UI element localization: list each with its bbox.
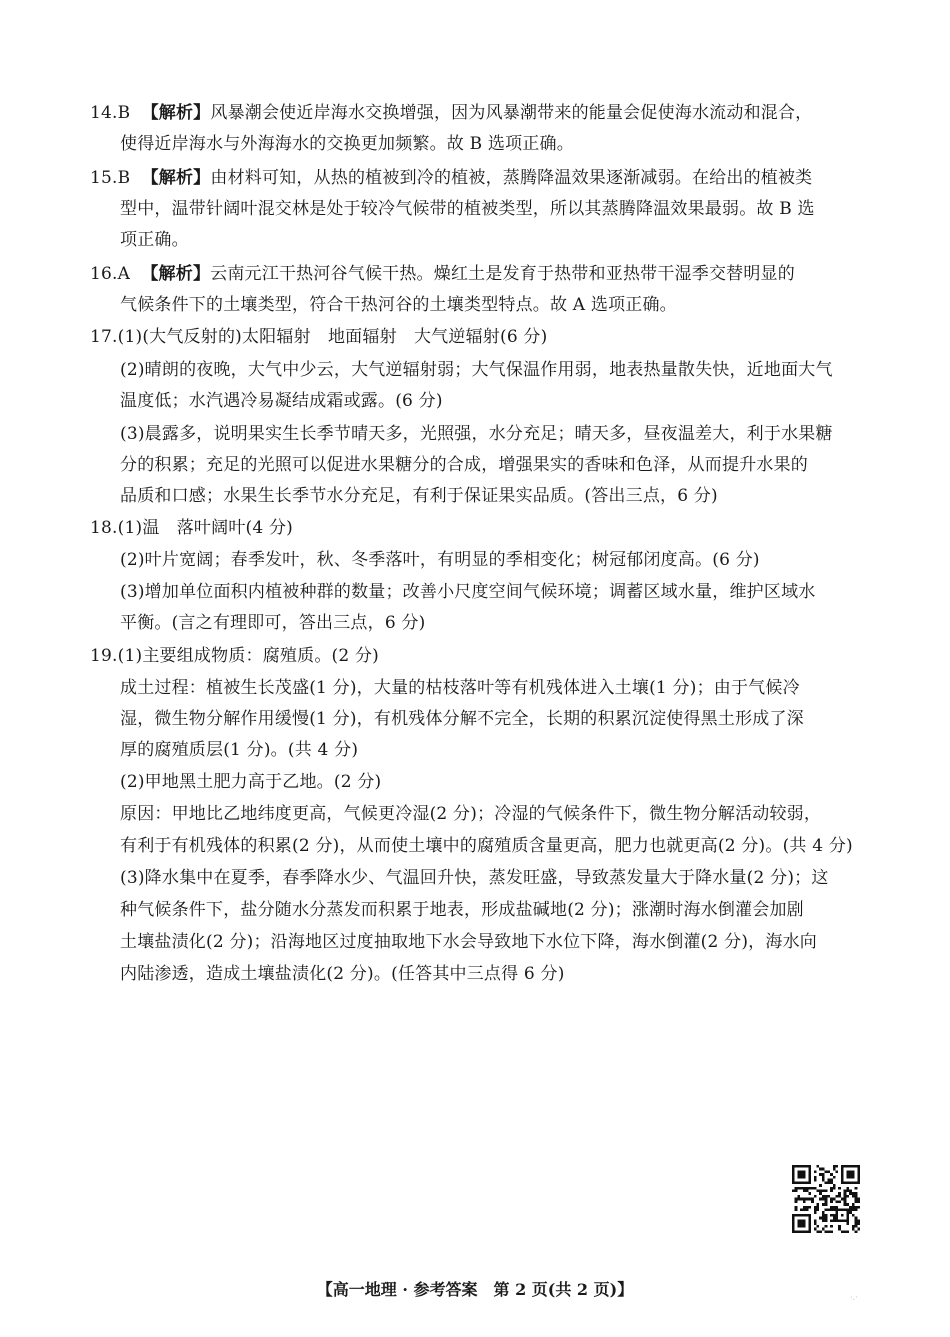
answer-19-line-3: 湿，微生物分解作用缓慢(1 分)，有机残体分解不完全，长期的积累沉淀使得黑土形成了深 bbox=[120, 709, 804, 729]
footer-subject: 高一地理 bbox=[332, 1280, 397, 1299]
footer-page-number: 第 2 页(共 2 页) bbox=[477, 1280, 618, 1299]
answer-17-line-4: (3)晨露多，说明果实生长季节晴天多，光照强，水分充足；晴天多，昼夜温差大，利于水果糖 bbox=[120, 424, 833, 444]
answer-16-line-2: 气候条件下的土壤类型，符合干热河谷的土壤类型特点。故 A 选项正确。 bbox=[120, 295, 677, 315]
answer-option: B bbox=[117, 103, 131, 123]
answer-number: 14. bbox=[90, 103, 118, 123]
footer-doc-name: 参考答案 bbox=[413, 1280, 478, 1299]
answer-18-line-3: (3)增加单位面积内植被种群的数量；改善小尺度空间气候环境；调蓄区域水量，维护区域水 bbox=[120, 582, 816, 602]
answer-number: 17. bbox=[90, 327, 118, 347]
answer-18-line-2: (2)叶片宽阔；春季发叶，秋、冬季落叶，有明显的季相变化；树冠郁闭度高。(6 分) bbox=[120, 550, 760, 570]
analysis-tag: 【解析】 bbox=[141, 103, 211, 123]
footer-open-bracket: 【 bbox=[316, 1280, 333, 1299]
answer-14-line-2: 使得近岸海水与外海海水的交换更加频繁。故 B 选项正确。 bbox=[120, 134, 574, 154]
answer-17-line-3: 温度低；水汽遇冷易凝结成霜或露。(6 分) bbox=[120, 391, 443, 411]
answer-text: (1)主要组成物质：腐殖质。(2 分) bbox=[117, 646, 380, 666]
answer-17-line-5: 分的积累；充足的光照可以促进水果糖分的合成，增强果实的香味和色泽，从而提升水果的 bbox=[120, 455, 808, 475]
answer-18-line-1 bbox=[0, 515, 950, 541]
answer-text: (1)温 落叶阔叶(4 分) bbox=[117, 518, 294, 538]
answer-17-line-2: (2)晴朗的夜晚，大气中少云，大气逆辐射弱；大气保温作用弱，地表热量散失快，近地面大气 bbox=[120, 360, 833, 380]
answer-14-line-1 bbox=[0, 100, 950, 126]
answer-number: 18. bbox=[90, 518, 118, 538]
answer-19-line-4: 厚的腐殖质层(1 分)。(共 4 分) bbox=[120, 740, 359, 760]
footer-dot: · bbox=[396, 1280, 414, 1299]
answer-19-line-8: (3)降水集中在夏季，春季降水少、气温回升快，蒸发旺盛，导致蒸发量大于降水量(2 分)；这 bbox=[120, 868, 829, 888]
analysis-tag: 【解析】 bbox=[141, 168, 211, 188]
answer-15-line-1 bbox=[0, 165, 950, 191]
page-footer bbox=[0, 1279, 950, 1301]
answer-19-line-11: 内陆渗透，造成土壤盐渍化(2 分)。(任答其中三点得 6 分) bbox=[120, 964, 565, 984]
qr-code-graphic bbox=[792, 1165, 860, 1233]
footer-close-bracket: 】 bbox=[617, 1280, 634, 1299]
answer-16-line-1 bbox=[0, 261, 950, 287]
answer-19-line-5: (2)甲地黑土肥力高于乙地。(2 分) bbox=[120, 772, 382, 792]
answer-text: 云南元江干热河谷气候干热。燥红土是发育于热带和亚热带干湿季交替明显的 bbox=[210, 264, 795, 284]
answer-19-line-1 bbox=[0, 643, 950, 669]
answer-19-line-9: 种气候条件下，盐分随水分蒸发而积累于地表，形成盐碱地(2 分)；涨潮时海水倒灌会加剧 bbox=[120, 900, 804, 920]
answer-number: 16. bbox=[90, 264, 118, 284]
answer-text: (1)(大气反射的)太阳辐射 地面辐射 大气逆辐射(6 分) bbox=[117, 327, 548, 347]
answer-18-line-4: 平衡。(言之有理即可，答出三点，6 分) bbox=[120, 613, 426, 633]
answer-19-line-10: 土壤盐渍化(2 分)；沿海地区过度抽取地下水会导致地下水位下降，海水倒灌(2 分)，海水向 bbox=[120, 932, 817, 952]
answer-15-line-2: 型中，温带针阔叶混交林是处于较冷气候带的植被类型，所以其蒸腾降温效果最弱。故 B 选 bbox=[120, 199, 815, 219]
analysis-tag: 【解析】 bbox=[141, 264, 211, 284]
answer-15-line-3: 项正确。 bbox=[120, 230, 189, 250]
answer-text: 由材料可知，从热的植被到冷的植被，蒸腾降温效果逐渐减弱。在给出的植被类 bbox=[210, 168, 813, 188]
answer-number: 15. bbox=[90, 168, 118, 188]
answer-19-line-6: 原因：甲地比乙地纬度更高，气候更冷湿(2 分)；冷湿的气候条件下，微生物分解活动较弱， bbox=[120, 804, 822, 824]
answer-text: 风暴潮会使近岸海水交换增强，因为风暴潮带来的能量会促使海水流动和混合， bbox=[210, 103, 813, 123]
answer-option: A bbox=[117, 264, 131, 284]
answer-17-line-1 bbox=[0, 324, 950, 350]
corner-mark: ·.· bbox=[850, 1293, 858, 1302]
qr-code bbox=[792, 1165, 860, 1233]
answer-19-line-2: 成土过程：植被生长茂盛(1 分)，大量的枯枝落叶等有机残体进入土壤(1 分)；由于气候冷 bbox=[120, 678, 800, 698]
answer-option: B bbox=[117, 168, 131, 188]
answer-number: 19. bbox=[90, 646, 118, 666]
answer-17-line-6: 品质和口感；水果生长季节水分充足，有利于保证果实品质。(答出三点，6 分) bbox=[120, 486, 718, 506]
answer-19-line-7: 有利于有机残体的积累(2 分)，从而使土壤中的腐殖质含量更高，肥力也就更高(2 分)。(共 4 分) bbox=[120, 836, 853, 856]
